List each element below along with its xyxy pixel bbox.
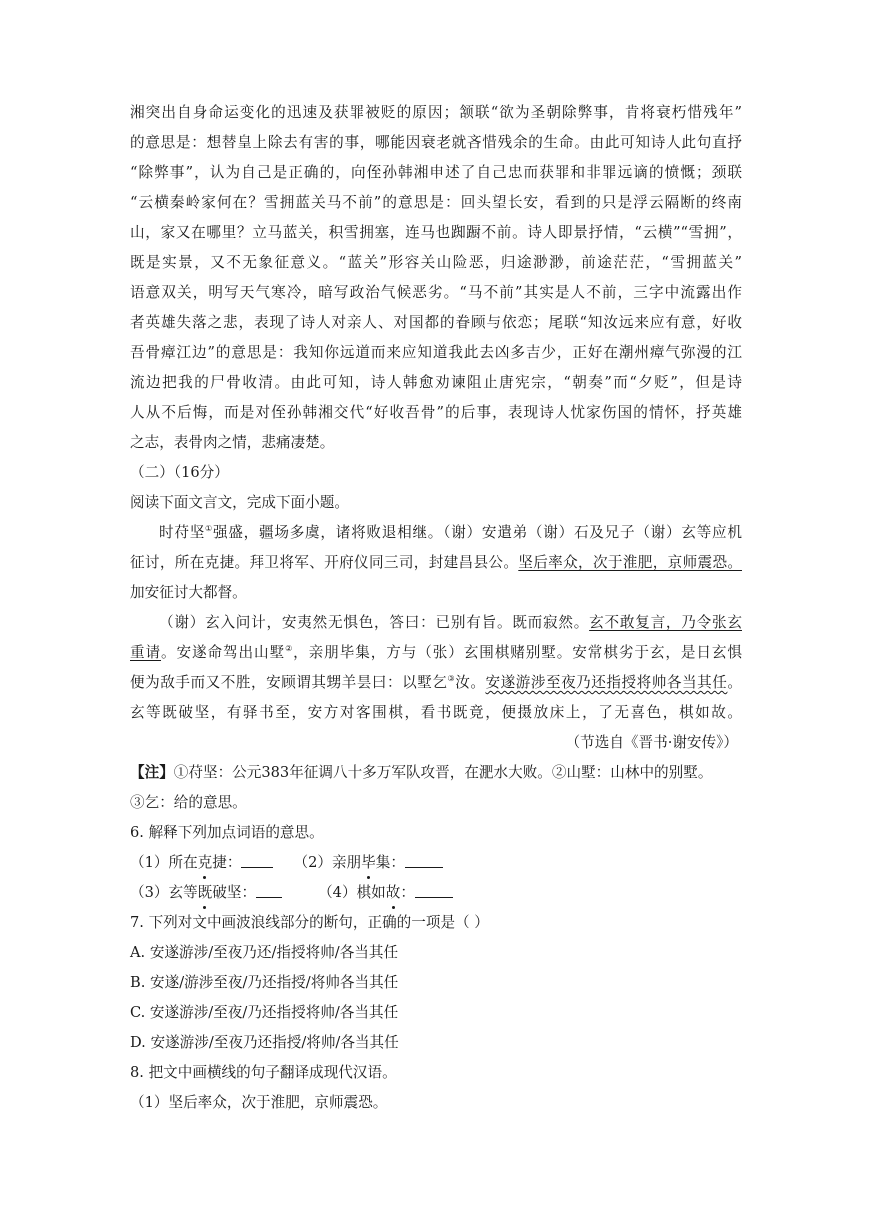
wavy-underlined-sentence: 安遂游涉至夜乃还指授将帅各当其任 xyxy=(485,674,728,691)
q6-item-4: （4）棋如故： xyxy=(318,884,453,901)
analysis-paragraph xyxy=(130,98,742,458)
notes-line: ③乞：给的意思。 xyxy=(130,794,247,811)
analysis-line: 之志，表骨肉之情，悲痛凄楚。 xyxy=(130,434,335,451)
footnote-marker: ③ xyxy=(447,674,456,683)
passage-text: 征讨，所在克捷。拜卫将军、开府仪同三司，封建昌县公。 xyxy=(130,554,519,571)
question-8 xyxy=(130,1058,742,1118)
option-b[interactable]: B. 安遂/游涉至夜/乃还指授/将帅各当其任 xyxy=(130,974,399,991)
passage-text: 便为敌手而又不胜，安顾谓其甥羊昙曰：以墅乞 xyxy=(130,674,448,691)
notes-line xyxy=(130,758,742,788)
option-d[interactable]: D. 安遂游涉/至夜乃还指授/将帅/各当其任 xyxy=(130,1034,399,1051)
analysis-line: 既是实景，又不无象征意义。“蓝关”形容关山险恶，归途渺渺，前途茫茫，“雪拥蓝关” xyxy=(130,254,742,271)
footnote-marker: ② xyxy=(285,644,294,653)
option-a[interactable]: A. 安遂游涉/至夜乃还/指授将帅/各当其任 xyxy=(130,944,399,961)
q6-item-3: （3）玄等既破坚： xyxy=(130,884,282,901)
analysis-line: 山，家又在哪里？立马蓝关，积雪拥塞，连马也踟蹰不前。诗人即景抒情，“云横”“雪拥”， xyxy=(130,224,742,241)
notes-text: ①苻坚：公元383年征调八十多万军队攻晋，在淝水大败。②山墅：山林中的别墅。 xyxy=(173,764,713,781)
analysis-line: 湘突出自身命运变化的迅速及获罪被贬的原因；颔联“欲为圣朝除弊事，肯将衰朽惜残年” xyxy=(130,104,742,121)
dotted-word: 既 xyxy=(198,878,213,908)
analysis-line: “除弊事”，认为自己是正确的，向侄孙韩湘申述了自己忠而获罪和非罪远谪的愤慨；颈联 xyxy=(130,164,742,181)
passage-text: ，亲朋毕集，方与（张）玄围棋赌别墅。安常棋劣于玄，是日玄惧 xyxy=(293,644,742,661)
question-items-row xyxy=(130,848,742,878)
notes-label: 【注】 xyxy=(130,764,174,781)
dotted-word: 毕 xyxy=(361,848,376,878)
analysis-line: “云横秦岭家何在？雪拥蓝关马不前”的意思是：回头望长安，看到的只是浮云隔断的终南 xyxy=(130,194,742,211)
passage-line: 玄等既破坚，有驿书至，安方对客围棋，看书既竟，便摄放床上，了无喜色，棋如故。 xyxy=(130,704,742,721)
passage-line: 加安征讨大都督。 xyxy=(130,584,247,601)
passage-text: （谢）玄入问计，安夷然无惧色，答曰：已别有旨。既而寂然。 xyxy=(159,614,590,631)
passage-text: 。安遂命驾出山墅 xyxy=(161,644,286,661)
analysis-line: 流边把我的尸骨收清。由此可知，诗人韩愈劝谏阻止唐宪宗，“朝奏”而“夕贬”，但是诗 xyxy=(130,374,742,391)
question-stem: 7. 下列对文中画波浪线部分的断句，正确的一项是（ ） xyxy=(130,914,489,931)
passage-line xyxy=(130,668,742,698)
passage-line xyxy=(130,518,742,548)
analysis-line: 人从不后悔，而是对侄孙韩湘交代“好收吾骨”的后事，表现诗人忧家伤国的情怀，抒英雄 xyxy=(130,404,742,421)
underlined-sentence: 坚后率众，次于淮肥，京师震恐。 xyxy=(518,554,742,571)
passage-text: 汝。 xyxy=(455,674,486,691)
translation-item: （1）坚后率众，次于淮肥，京师震恐。 xyxy=(130,1094,388,1111)
document-page xyxy=(130,98,742,1118)
underlined-sentence: 玄不敢复言，乃令张玄 xyxy=(589,614,742,631)
analysis-line: 的意思是：想替皇上除去有害的事，哪能因衰老就吝惜残余的生命。由此可知诗人此句直抒 xyxy=(130,134,742,151)
q6-item-2: （2）亲朋毕集： xyxy=(293,854,442,871)
question-6 xyxy=(130,818,742,908)
answer-blank[interactable] xyxy=(256,883,282,898)
answer-blank[interactable] xyxy=(241,853,273,868)
analysis-line: 吾骨瘴江边”的意思是：我知你远道而来应知道我此去凶多吉少，正好在潮州瘴气弥漫的江 xyxy=(130,344,742,361)
footnote-marker: ① xyxy=(205,524,213,533)
dotted-word: 故 xyxy=(386,878,401,908)
annotation-notes xyxy=(130,758,742,818)
underlined-sentence: 重请 xyxy=(130,644,162,661)
option-c[interactable]: C. 安遂游涉/至夜/乃还指授将帅/各当其任 xyxy=(130,1004,399,1021)
section-heading: （二）（16分） xyxy=(130,464,229,481)
dotted-word: 克 xyxy=(198,848,213,878)
passage-source: （节选自《晋书·谢安传》） xyxy=(565,734,738,751)
analysis-line: 者英雄失落之悲，表现了诗人对亲人、对国都的眷顾与依恋；尾联“知汝远来应有意，好收 xyxy=(130,314,742,331)
classical-passage xyxy=(130,518,742,758)
question-items-row xyxy=(130,878,742,908)
answer-blank[interactable] xyxy=(405,853,443,868)
passage-line xyxy=(130,638,742,668)
passage-text: 时苻坚 xyxy=(159,524,206,541)
question-stem: 8. 把文中画横线的句子翻译成现代汉语。 xyxy=(130,1064,397,1081)
passage-line xyxy=(130,608,742,638)
q6-item-1: （1）所在克捷： xyxy=(130,854,273,871)
passage-text: 强盛，疆场多虞，诸将败退相继。（谢）安遣弟（谢）石及兄子（谢）玄等应机 xyxy=(212,524,742,541)
passage-line xyxy=(130,548,742,578)
question-stem: 6. 解释下列加点词语的意思。 xyxy=(130,824,324,841)
reading-instruction: 阅读下面文言文，完成下面小题。 xyxy=(130,494,349,511)
analysis-line: 语意双关，明写天气寒冷，暗写政治气候恶劣。“马不前”其实是人不前，三字中流露出作 xyxy=(130,284,742,301)
passage-text: 。 xyxy=(727,674,742,691)
answer-blank[interactable] xyxy=(415,883,453,898)
question-7 xyxy=(130,908,742,1058)
